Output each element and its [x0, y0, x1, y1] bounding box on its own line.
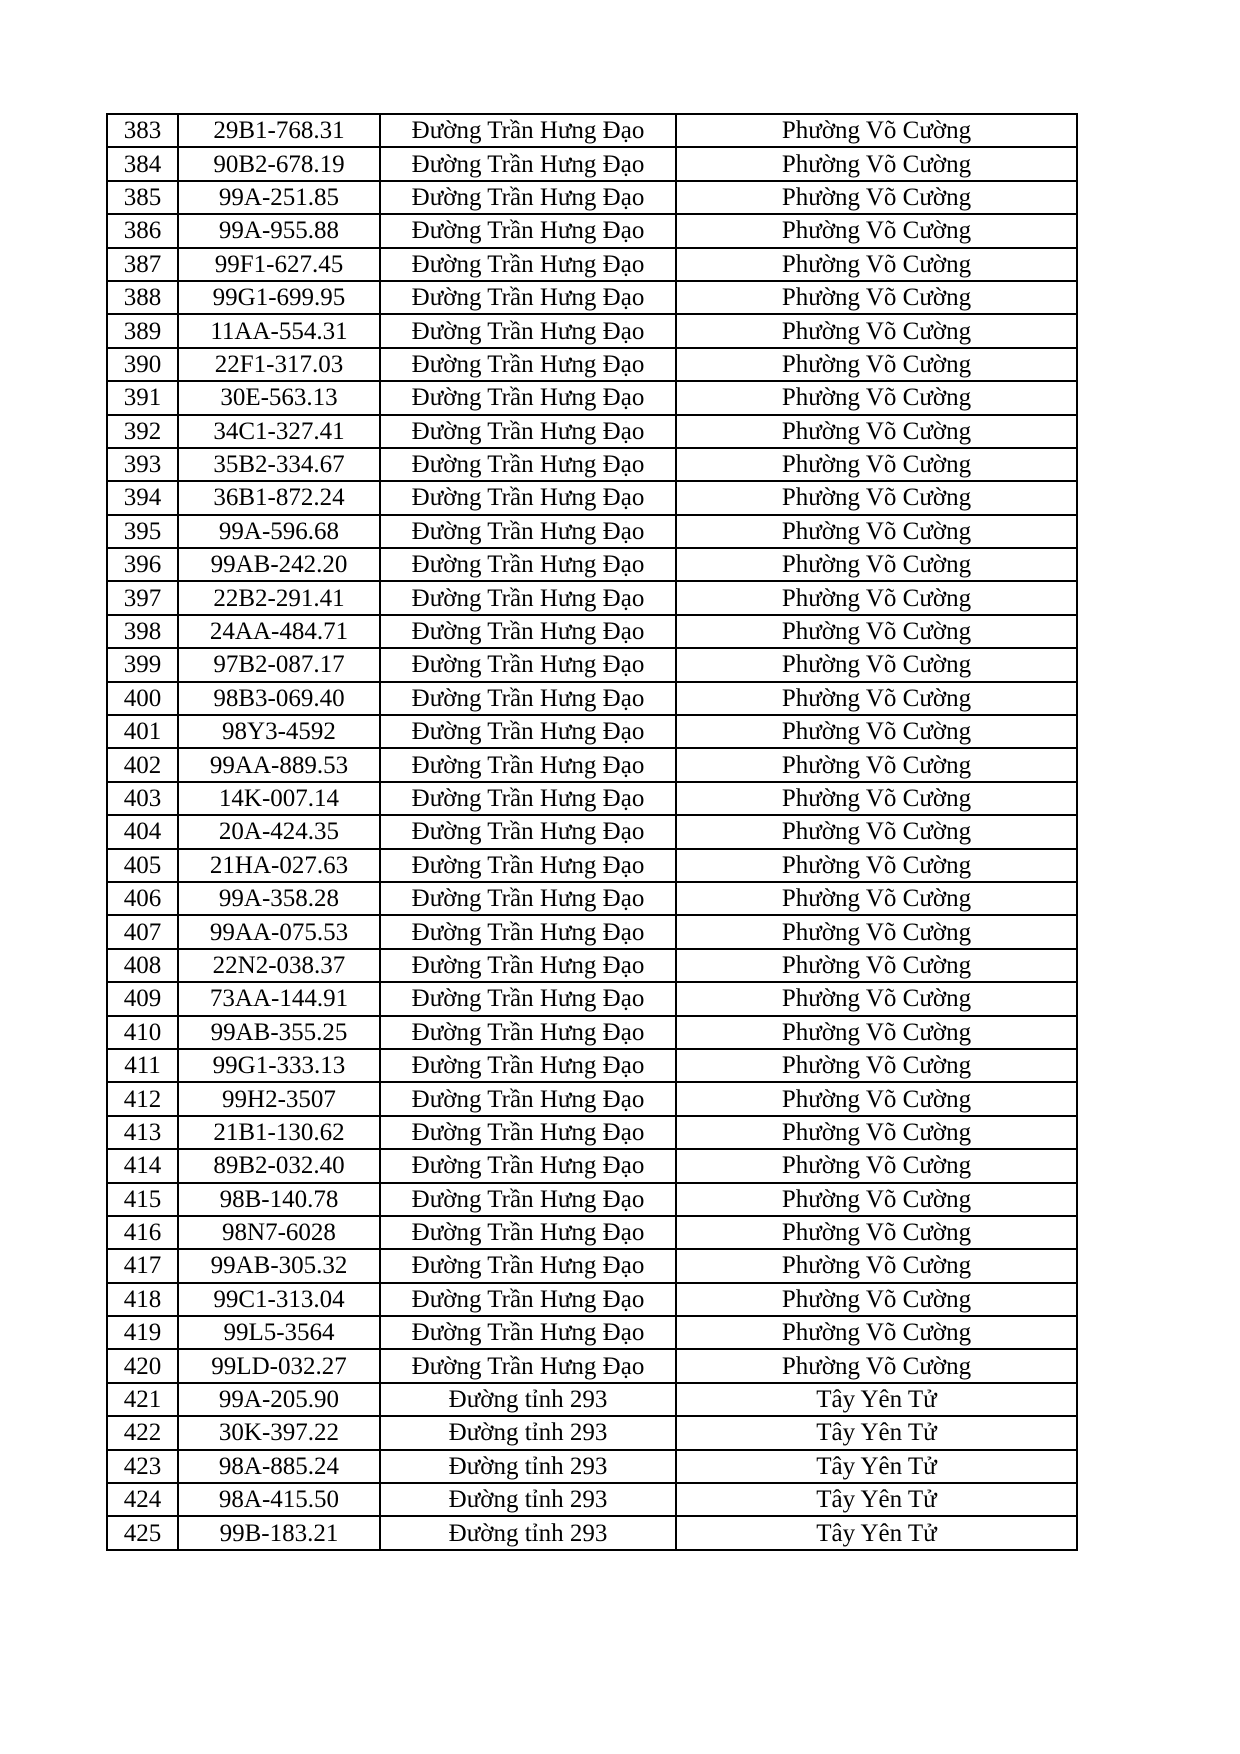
plate-number-cell: 99LD-032.27	[178, 1349, 380, 1382]
table-row	[107, 815, 1077, 848]
road-cell: Đường Trần Hưng Đạo	[380, 682, 676, 715]
plate-number-cell: 98B-140.78	[178, 1183, 380, 1216]
ward-cell: Phường Võ Cường	[676, 114, 1077, 147]
ward-cell: Phường Võ Cường	[676, 581, 1077, 614]
plate-number-cell: 99C1-313.04	[178, 1283, 380, 1316]
table-row	[107, 1316, 1077, 1349]
ward-cell: Phường Võ Cường	[676, 415, 1077, 448]
road-cell: Đường Trần Hưng Đạo	[380, 748, 676, 781]
table-row	[107, 1416, 1077, 1449]
row-number-cell: 416	[107, 1216, 178, 1249]
ward-cell: Phường Võ Cường	[676, 1049, 1077, 1082]
plate-number-cell: 29B1-768.31	[178, 114, 380, 147]
row-number-cell: 399	[107, 648, 178, 681]
road-cell: Đường tỉnh 293	[380, 1383, 676, 1416]
road-cell: Đường Trần Hưng Đạo	[380, 782, 676, 815]
road-cell: Đường Trần Hưng Đạo	[380, 1049, 676, 1082]
plate-number-cell: 99A-251.85	[178, 181, 380, 214]
ward-cell: Phường Võ Cường	[676, 1116, 1077, 1149]
road-cell: Đường Trần Hưng Đạo	[380, 915, 676, 948]
road-cell: Đường Trần Hưng Đạo	[380, 548, 676, 581]
ward-cell: Phường Võ Cường	[676, 348, 1077, 381]
plate-number-cell: 99H2-3507	[178, 1082, 380, 1115]
row-number-cell: 411	[107, 1049, 178, 1082]
table-row	[107, 782, 1077, 815]
table-row	[107, 581, 1077, 614]
table-row	[107, 1049, 1077, 1082]
row-number-cell: 391	[107, 381, 178, 414]
row-number-cell: 422	[107, 1416, 178, 1449]
table-row	[107, 381, 1077, 414]
plate-number-cell: 98A-885.24	[178, 1450, 380, 1483]
plate-number-cell: 99B-183.21	[178, 1516, 380, 1549]
road-cell: Đường Trần Hưng Đạo	[380, 1116, 676, 1149]
plate-number-cell: 21B1-130.62	[178, 1116, 380, 1149]
row-number-cell: 383	[107, 114, 178, 147]
row-number-cell: 401	[107, 715, 178, 748]
ward-cell: Phường Võ Cường	[676, 1149, 1077, 1182]
road-cell: Đường Trần Hưng Đạo	[380, 1216, 676, 1249]
row-number-cell: 386	[107, 214, 178, 247]
road-cell: Đường tỉnh 293	[380, 1483, 676, 1516]
row-number-cell: 394	[107, 481, 178, 514]
road-cell: Đường tỉnh 293	[380, 1416, 676, 1449]
table-row	[107, 1249, 1077, 1282]
row-number-cell: 400	[107, 682, 178, 715]
row-number-cell: 402	[107, 748, 178, 781]
road-cell: Đường Trần Hưng Đạo	[380, 1249, 676, 1282]
plate-number-cell: 22F1-317.03	[178, 348, 380, 381]
plate-number-cell: 90B2-678.19	[178, 147, 380, 180]
plate-number-cell: 99AB-242.20	[178, 548, 380, 581]
row-number-cell: 397	[107, 581, 178, 614]
ward-cell: Phường Võ Cường	[676, 1016, 1077, 1049]
ward-cell: Phường Võ Cường	[676, 982, 1077, 1015]
ward-cell: Phường Võ Cường	[676, 1183, 1077, 1216]
road-cell: Đường Trần Hưng Đạo	[380, 1316, 676, 1349]
ward-cell: Phường Võ Cường	[676, 682, 1077, 715]
ward-cell: Phường Võ Cường	[676, 1082, 1077, 1115]
table-row	[107, 181, 1077, 214]
plate-number-cell: 99A-955.88	[178, 214, 380, 247]
table-row	[107, 114, 1077, 147]
table-row	[107, 882, 1077, 915]
road-cell: Đường Trần Hưng Đạo	[380, 114, 676, 147]
road-cell: Đường Trần Hưng Đạo	[380, 214, 676, 247]
table-row	[107, 448, 1077, 481]
table-row	[107, 1283, 1077, 1316]
road-cell: Đường Trần Hưng Đạo	[380, 615, 676, 648]
road-cell: Đường Trần Hưng Đạo	[380, 715, 676, 748]
plate-number-cell: 30K-397.22	[178, 1416, 380, 1449]
table-row	[107, 481, 1077, 514]
table-row	[107, 214, 1077, 247]
plate-number-cell: 36B1-872.24	[178, 481, 380, 514]
ward-cell: Phường Võ Cường	[676, 515, 1077, 548]
table-row	[107, 348, 1077, 381]
ward-cell: Phường Võ Cường	[676, 314, 1077, 347]
ward-cell: Phường Võ Cường	[676, 615, 1077, 648]
row-number-cell: 403	[107, 782, 178, 815]
row-number-cell: 420	[107, 1349, 178, 1382]
row-number-cell: 410	[107, 1016, 178, 1049]
ward-cell: Phường Võ Cường	[676, 548, 1077, 581]
road-cell: Đường Trần Hưng Đạo	[380, 415, 676, 448]
plate-number-cell: 73AA-144.91	[178, 982, 380, 1015]
row-number-cell: 392	[107, 415, 178, 448]
row-number-cell: 398	[107, 615, 178, 648]
table-row	[107, 314, 1077, 347]
plate-number-cell: 24AA-484.71	[178, 615, 380, 648]
row-number-cell: 387	[107, 248, 178, 281]
table-row	[107, 248, 1077, 281]
row-number-cell: 425	[107, 1516, 178, 1549]
row-number-cell: 413	[107, 1116, 178, 1149]
row-number-cell: 384	[107, 147, 178, 180]
table-row	[107, 615, 1077, 648]
row-number-cell: 405	[107, 849, 178, 882]
plate-number-cell: 97B2-087.17	[178, 648, 380, 681]
table-row	[107, 715, 1077, 748]
ward-cell: Phường Võ Cường	[676, 648, 1077, 681]
road-cell: Đường Trần Hưng Đạo	[380, 147, 676, 180]
table-row	[107, 682, 1077, 715]
ward-cell: Phường Võ Cường	[676, 915, 1077, 948]
ward-cell: Phường Võ Cường	[676, 715, 1077, 748]
ward-cell: Phường Võ Cường	[676, 1349, 1077, 1382]
ward-cell: Phường Võ Cường	[676, 815, 1077, 848]
plate-number-cell: 22N2-038.37	[178, 949, 380, 982]
plate-number-cell: 99AA-889.53	[178, 748, 380, 781]
plate-number-cell: 99G1-699.95	[178, 281, 380, 314]
plate-number-cell: 99F1-627.45	[178, 248, 380, 281]
road-cell: Đường Trần Hưng Đạo	[380, 348, 676, 381]
table-row	[107, 915, 1077, 948]
plate-number-cell: 99AB-305.32	[178, 1249, 380, 1282]
table-row	[107, 147, 1077, 180]
road-cell: Đường Trần Hưng Đạo	[380, 982, 676, 1015]
road-cell: Đường Trần Hưng Đạo	[380, 1283, 676, 1316]
table-row	[107, 1016, 1077, 1049]
road-cell: Đường Trần Hưng Đạo	[380, 248, 676, 281]
ward-cell: Phường Võ Cường	[676, 949, 1077, 982]
table-row	[107, 1183, 1077, 1216]
plate-number-cell: 98N7-6028	[178, 1216, 380, 1249]
table-row	[107, 1149, 1077, 1182]
row-number-cell: 409	[107, 982, 178, 1015]
plate-number-cell: 99L5-3564	[178, 1316, 380, 1349]
road-cell: Đường Trần Hưng Đạo	[380, 581, 676, 614]
road-cell: Đường Trần Hưng Đạo	[380, 381, 676, 414]
row-number-cell: 424	[107, 1483, 178, 1516]
ward-cell: Phường Võ Cường	[676, 181, 1077, 214]
plate-number-cell: 21HA-027.63	[178, 849, 380, 882]
row-number-cell: 395	[107, 515, 178, 548]
row-number-cell: 404	[107, 815, 178, 848]
ward-cell: Tây Yên Tử	[676, 1416, 1077, 1449]
ward-cell: Phường Võ Cường	[676, 882, 1077, 915]
row-number-cell: 408	[107, 949, 178, 982]
row-number-cell: 423	[107, 1450, 178, 1483]
ward-cell: Phường Võ Cường	[676, 1249, 1077, 1282]
ward-cell: Tây Yên Tử	[676, 1383, 1077, 1416]
row-number-cell: 421	[107, 1383, 178, 1416]
vehicle-list-table	[106, 113, 1078, 1551]
road-cell: Đường Trần Hưng Đạo	[380, 515, 676, 548]
plate-number-cell: 99AB-355.25	[178, 1016, 380, 1049]
table-row	[107, 415, 1077, 448]
table-row	[107, 1349, 1077, 1382]
road-cell: Đường tỉnh 293	[380, 1450, 676, 1483]
plate-number-cell: 99A-596.68	[178, 515, 380, 548]
ward-cell: Phường Võ Cường	[676, 448, 1077, 481]
ward-cell: Phường Võ Cường	[676, 1216, 1077, 1249]
ward-cell: Phường Võ Cường	[676, 849, 1077, 882]
table-row	[107, 748, 1077, 781]
road-cell: Đường Trần Hưng Đạo	[380, 1183, 676, 1216]
row-number-cell: 389	[107, 314, 178, 347]
row-number-cell: 414	[107, 1149, 178, 1182]
plate-number-cell: 99G1-333.13	[178, 1049, 380, 1082]
road-cell: Đường Trần Hưng Đạo	[380, 849, 676, 882]
ward-cell: Phường Võ Cường	[676, 147, 1077, 180]
row-number-cell: 396	[107, 548, 178, 581]
road-cell: Đường Trần Hưng Đạo	[380, 815, 676, 848]
plate-number-cell: 99A-358.28	[178, 882, 380, 915]
road-cell: Đường tỉnh 293	[380, 1516, 676, 1549]
ward-cell: Tây Yên Tử	[676, 1450, 1077, 1483]
plate-number-cell: 35B2-334.67	[178, 448, 380, 481]
table-row	[107, 1116, 1077, 1149]
ward-cell: Phường Võ Cường	[676, 782, 1077, 815]
plate-number-cell: 98A-415.50	[178, 1483, 380, 1516]
road-cell: Đường Trần Hưng Đạo	[380, 1016, 676, 1049]
road-cell: Đường Trần Hưng Đạo	[380, 181, 676, 214]
row-number-cell: 418	[107, 1283, 178, 1316]
ward-cell: Phường Võ Cường	[676, 281, 1077, 314]
plate-number-cell: 30E-563.13	[178, 381, 380, 414]
table-row	[107, 1450, 1077, 1483]
table-row	[107, 1483, 1077, 1516]
row-number-cell: 393	[107, 448, 178, 481]
road-cell: Đường Trần Hưng Đạo	[380, 481, 676, 514]
plate-number-cell: 98Y3-4592	[178, 715, 380, 748]
row-number-cell: 390	[107, 348, 178, 381]
table-row	[107, 281, 1077, 314]
table-row	[107, 1383, 1077, 1416]
ward-cell: Phường Võ Cường	[676, 248, 1077, 281]
row-number-cell: 388	[107, 281, 178, 314]
ward-cell: Tây Yên Tử	[676, 1483, 1077, 1516]
table-row	[107, 982, 1077, 1015]
ward-cell: Phường Võ Cường	[676, 1283, 1077, 1316]
ward-cell: Phường Võ Cường	[676, 381, 1077, 414]
table-row	[107, 1216, 1077, 1249]
row-number-cell: 417	[107, 1249, 178, 1282]
plate-number-cell: 89B2-032.40	[178, 1149, 380, 1182]
row-number-cell: 415	[107, 1183, 178, 1216]
plate-number-cell: 99A-205.90	[178, 1383, 380, 1416]
table-row	[107, 849, 1077, 882]
table-row	[107, 949, 1077, 982]
row-number-cell: 385	[107, 181, 178, 214]
row-number-cell: 412	[107, 1082, 178, 1115]
table-row	[107, 548, 1077, 581]
plate-number-cell: 14K-007.14	[178, 782, 380, 815]
ward-cell: Phường Võ Cường	[676, 481, 1077, 514]
road-cell: Đường Trần Hưng Đạo	[380, 1349, 676, 1382]
table-row	[107, 515, 1077, 548]
row-number-cell: 407	[107, 915, 178, 948]
road-cell: Đường Trần Hưng Đạo	[380, 949, 676, 982]
ward-cell: Phường Võ Cường	[676, 1316, 1077, 1349]
ward-cell: Phường Võ Cường	[676, 214, 1077, 247]
road-cell: Đường Trần Hưng Đạo	[380, 648, 676, 681]
road-cell: Đường Trần Hưng Đạo	[380, 448, 676, 481]
road-cell: Đường Trần Hưng Đạo	[380, 882, 676, 915]
plate-number-cell: 99AA-075.53	[178, 915, 380, 948]
plate-number-cell: 22B2-291.41	[178, 581, 380, 614]
ward-cell: Tây Yên Tử	[676, 1516, 1077, 1549]
plate-number-cell: 98B3-069.40	[178, 682, 380, 715]
road-cell: Đường Trần Hưng Đạo	[380, 1082, 676, 1115]
plate-number-cell: 20A-424.35	[178, 815, 380, 848]
road-cell: Đường Trần Hưng Đạo	[380, 1149, 676, 1182]
plate-number-cell: 11AA-554.31	[178, 314, 380, 347]
plate-number-cell: 34C1-327.41	[178, 415, 380, 448]
table-row	[107, 1082, 1077, 1115]
ward-cell: Phường Võ Cường	[676, 748, 1077, 781]
table-body	[107, 114, 1077, 1550]
row-number-cell: 419	[107, 1316, 178, 1349]
road-cell: Đường Trần Hưng Đạo	[380, 314, 676, 347]
road-cell: Đường Trần Hưng Đạo	[380, 281, 676, 314]
row-number-cell: 406	[107, 882, 178, 915]
table-row	[107, 648, 1077, 681]
table-row	[107, 1516, 1077, 1549]
